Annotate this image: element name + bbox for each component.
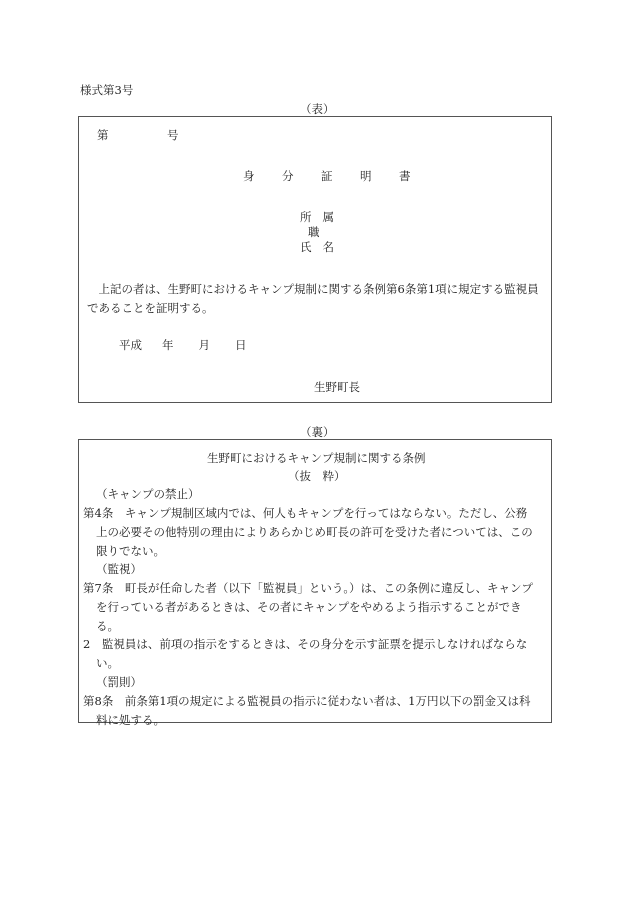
article-heading: （キャンプの禁止） <box>96 487 200 501</box>
affiliation-label: 所 属 <box>300 210 334 224</box>
title-char: 書 <box>399 169 411 183</box>
number-suffix: 号 <box>167 128 179 142</box>
certification-statement: 上記の者は、生野町におけるキャンプ規制に関する条例第6条第1項に規定する監視員であることを証明する。 <box>87 282 539 315</box>
front-side-label: （表） <box>300 102 335 116</box>
date-month: 月 <box>198 338 210 352</box>
issuer: 生野町長 <box>314 380 360 394</box>
issue-date <box>119 337 247 353</box>
article-line: い。 <box>96 656 119 670</box>
back-side-label: （裏） <box>300 425 335 439</box>
article-line: 第7条 町長が任命した者（以下「監視員」という。）は、この条例に違反し、キャンプ <box>83 581 534 595</box>
title-char: 分 <box>282 169 294 183</box>
number-prefix: 第 <box>97 128 109 142</box>
position-label: 職 <box>308 225 320 239</box>
article-line: 上の必要その他特別の理由によりあらかじめ町長の許可を受けた者については、この <box>96 525 533 539</box>
article-heading: （罰則） <box>96 675 142 689</box>
article-line: 2 監視員は、前項の指示をするときは、その身分を示す証票を提示しなければならな <box>83 637 528 651</box>
article-line: 第4条 キャンプ規制区域内では、何人もキャンプを行ってはならない。ただし、公務 <box>83 506 528 520</box>
article-line: 第8条 前条第1項の規定による監視員の指示に従わない者は、1万円以下の罰金又は科 <box>83 694 531 708</box>
date-year: 年 <box>162 338 174 352</box>
date-era: 平成 <box>119 338 142 352</box>
article-line: 料に処する。 <box>96 713 165 727</box>
ordinance-subtitle: （抜 粋） <box>288 469 346 483</box>
article-line: 限りでない。 <box>96 544 165 558</box>
title-char: 証 <box>321 169 333 183</box>
date-day: 日 <box>235 338 247 352</box>
article-heading: （監視） <box>96 562 142 576</box>
name-label: 氏 名 <box>300 240 334 254</box>
article-line: を行っている者があるときは、その者にキャンプをやめるよう指示することができ <box>96 600 522 614</box>
front-card <box>78 116 552 403</box>
title-char: 明 <box>360 169 372 183</box>
article-line: る。 <box>96 619 119 633</box>
title-char: 身 <box>243 169 255 183</box>
ordinance-title: 生野町におけるキャンプ規制に関する条例 <box>207 451 426 465</box>
form-label: 様式第3号 <box>80 83 134 97</box>
